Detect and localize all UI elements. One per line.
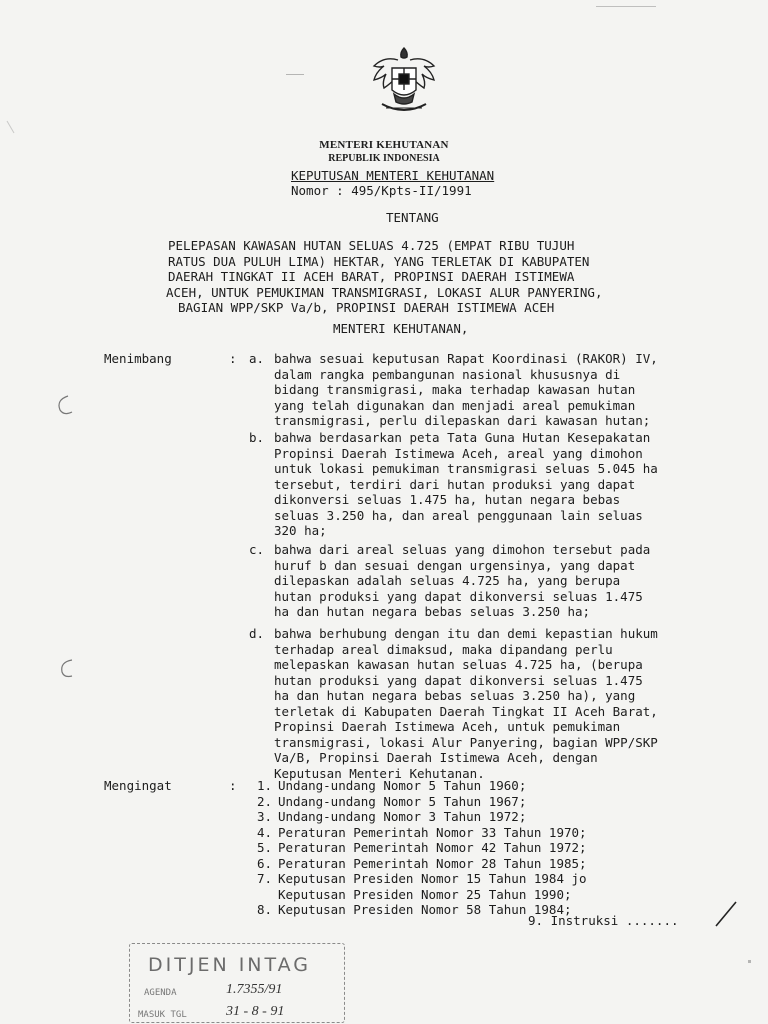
list-number: 5.: [256, 840, 272, 855]
list-item: [246, 887, 587, 903]
list-number: 6.: [256, 855, 272, 871]
paragraph-line: dalam rangka pembangunan nasional khususnya di: [274, 366, 621, 382]
list-text: Keputusan Presiden Nomor 15 Tahun 1984 jo: [278, 871, 587, 886]
stamp-agenda-label: AGENDA: [144, 988, 177, 998]
paragraph-line: Propinsi Daerah Istimewa Aceh, untuk pemukiman: [274, 719, 621, 734]
paragraph-line: bahwa dari areal seluas yang dimohon tersebut pada: [274, 542, 651, 557]
list-item: [246, 840, 587, 856]
item-letter: b.: [249, 430, 265, 445]
list-number: 8.: [256, 902, 272, 917]
consideration-d: [274, 626, 722, 781]
subject-line: ACEH, UNTUK PEMUKIMAN TRANSMIGRASI, LOKASI ALUR PANYERING,: [166, 284, 603, 300]
menimbang-colon: :: [229, 351, 237, 366]
about-heading: TENTANG: [386, 210, 439, 225]
mengingat-label: Mengingat: [104, 778, 172, 793]
decree-subject: [168, 238, 688, 316]
paragraph-line: untuk lokasi pemukiman transmigrasi seluas 5.045 ha: [274, 461, 658, 476]
stamp-date-label: MASUK TGL: [138, 1010, 187, 1020]
consideration-c: [274, 542, 722, 620]
paragraph-line: terhadap areal dimaksud, maka dipandang perlu: [274, 641, 613, 657]
paragraph-line: Propinsi Daerah Istimewa Aceh, areal yang dimohon: [274, 445, 643, 461]
margin-mark-icon: [54, 656, 80, 682]
republic-heading: REPUBLIK INDONESIA: [328, 153, 440, 164]
paragraph-line: hutan produksi yang dapat dikonversi seluas 1.475: [274, 672, 643, 688]
item-letter: d.: [249, 626, 265, 641]
list-text: Peraturan Pemerintah Nomor 28 Tahun 1985;: [278, 855, 587, 871]
stamp-date-value: 31 - 8 - 91: [226, 1004, 285, 1019]
stamp-title: DITJEN INTAG: [148, 954, 312, 976]
decree-title: KEPUTUSAN MENTERI KEHUTANAN: [291, 168, 495, 183]
list-text: Keputusan Presiden Nomor 25 Tahun 1990;: [278, 886, 572, 902]
paragraph-line: hutan produksi yang dapat dikonversi seluas 1.475: [274, 588, 643, 604]
list-number: 3.: [256, 809, 272, 824]
list-text: Peraturan Pemerintah Nomor 33 Tahun 1970;: [278, 824, 587, 840]
scan-noise: [286, 74, 304, 75]
garuda-emblem-icon: [368, 42, 440, 122]
paragraph-line: transmigrasi, lokasi Alur Panyering, bagian WPP/SKP: [274, 734, 658, 750]
continuation-marker: 9. Instruksi .......: [528, 913, 679, 928]
list-text: Undang-undang Nomor 3 Tahun 1972;: [278, 809, 527, 824]
stamp-agenda-value: 1.7355/91: [226, 982, 283, 997]
paragraph-line: transmigrasi, perlu dilepaskan dari kawasan hutan;: [274, 413, 651, 428]
mengingat-colon: :: [229, 778, 237, 793]
ministry-heading: MENTERI KEHUTANAN: [319, 139, 449, 151]
paragraph-line: ha dan hutan negara bebas seluas 3.250 ha), yang: [274, 688, 636, 703]
pen-mark-icon: [712, 898, 742, 930]
decree-number: Nomor : 495/Kpts-II/1991: [291, 183, 472, 198]
margin-mark-icon: [50, 392, 80, 418]
list-number: 4.: [256, 824, 272, 840]
paragraph-line: melepaskan kawasan hutan seluas 4.725 ha, (berupa: [274, 657, 643, 672]
list-item: [246, 809, 587, 825]
list-item: [246, 794, 587, 810]
paragraph-line: dilepaskan adalah seluas 4.725 ha, yang berupa: [274, 573, 621, 588]
list-number: 2.: [256, 793, 272, 809]
paragraph-line: dikonversi seluas 1.475 ha, hutan negara bebas: [274, 492, 621, 507]
list-item: [246, 825, 587, 841]
paragraph-line: bahwa sesuai keputusan Rapat Koordinasi (RAKOR) IV,: [274, 351, 658, 366]
paragraph-line: yang telah digunakan dan menjadi areal pemukiman: [274, 397, 636, 413]
list-item: [246, 778, 587, 794]
list-number: 7.: [256, 871, 272, 886]
legal-basis-list: [246, 778, 587, 918]
consideration-a: [274, 351, 722, 429]
list-number: [246, 887, 278, 903]
menimbang-label: Menimbang: [104, 351, 172, 366]
item-letter: c.: [249, 542, 265, 557]
paragraph-line: ha dan hutan negara bebas seluas 3.250 ha;: [274, 604, 591, 619]
paragraph-line: terletak di Kabupaten Daerah Tingkat II Aceh Barat,: [274, 703, 658, 719]
list-text: Undang-undang Nomor 5 Tahun 1967;: [278, 793, 527, 809]
paragraph-line: Keputusan Menteri Kehutanan.: [274, 765, 485, 781]
list-item: [246, 871, 587, 887]
list-text: Undang-undang Nomor 5 Tahun 1960;: [278, 778, 527, 793]
subject-line: RATUS DUA PULUH LIMA) HEKTAR, YANG TERLETAK DI KABUPATEN: [168, 253, 590, 269]
list-number: 1.: [256, 778, 272, 793]
scan-noise: [748, 960, 751, 963]
consideration-b: [274, 430, 722, 539]
item-letter: a.: [249, 351, 265, 366]
subject-line: BAGIAN WPP/SKP Va/b, PROPINSI DAERAH ISTIMEWA ACEH: [178, 300, 555, 315]
paragraph-line: bahwa berhubung dengan itu dan demi kepastian hukum: [274, 626, 658, 641]
paragraph-line: bidang transmigrasi, maka terhadap kawasan hutan: [274, 382, 636, 397]
paragraph-line: tersebut, terdiri dari hutan produksi yang dapat: [274, 476, 636, 492]
receipt-stamp: [129, 943, 345, 1023]
list-text: Keputusan Presiden Nomor 58 Tahun 1984;: [278, 902, 572, 917]
minister-line: MENTERI KEHUTANAN,: [333, 321, 469, 336]
paragraph-line: seluas 3.250 ha, dan areal penggunaan lain seluas: [274, 507, 643, 523]
list-text: Peraturan Pemerintah Nomor 42 Tahun 1972;: [278, 840, 587, 855]
paragraph-line: bahwa berdasarkan peta Tata Guna Hutan Kesepakatan: [274, 430, 651, 445]
paragraph-line: Va/B, Propinsi Daerah Istimewa Aceh, dengan: [274, 750, 598, 765]
list-item: [246, 856, 587, 872]
paragraph-line: 320 ha;: [274, 523, 327, 538]
subject-line: PELEPASAN KAWASAN HUTAN SELUAS 4.725 (EMPAT RIBU TUJUH: [168, 238, 575, 253]
scan-noise: [596, 6, 656, 7]
paragraph-line: huruf b dan sesuai dengan urgensinya, yang dapat: [274, 557, 636, 573]
scan-noise: [7, 121, 15, 134]
subject-line: DAERAH TINGKAT II ACEH BARAT, PROPINSI DAERAH ISTIMEWA: [168, 269, 575, 284]
